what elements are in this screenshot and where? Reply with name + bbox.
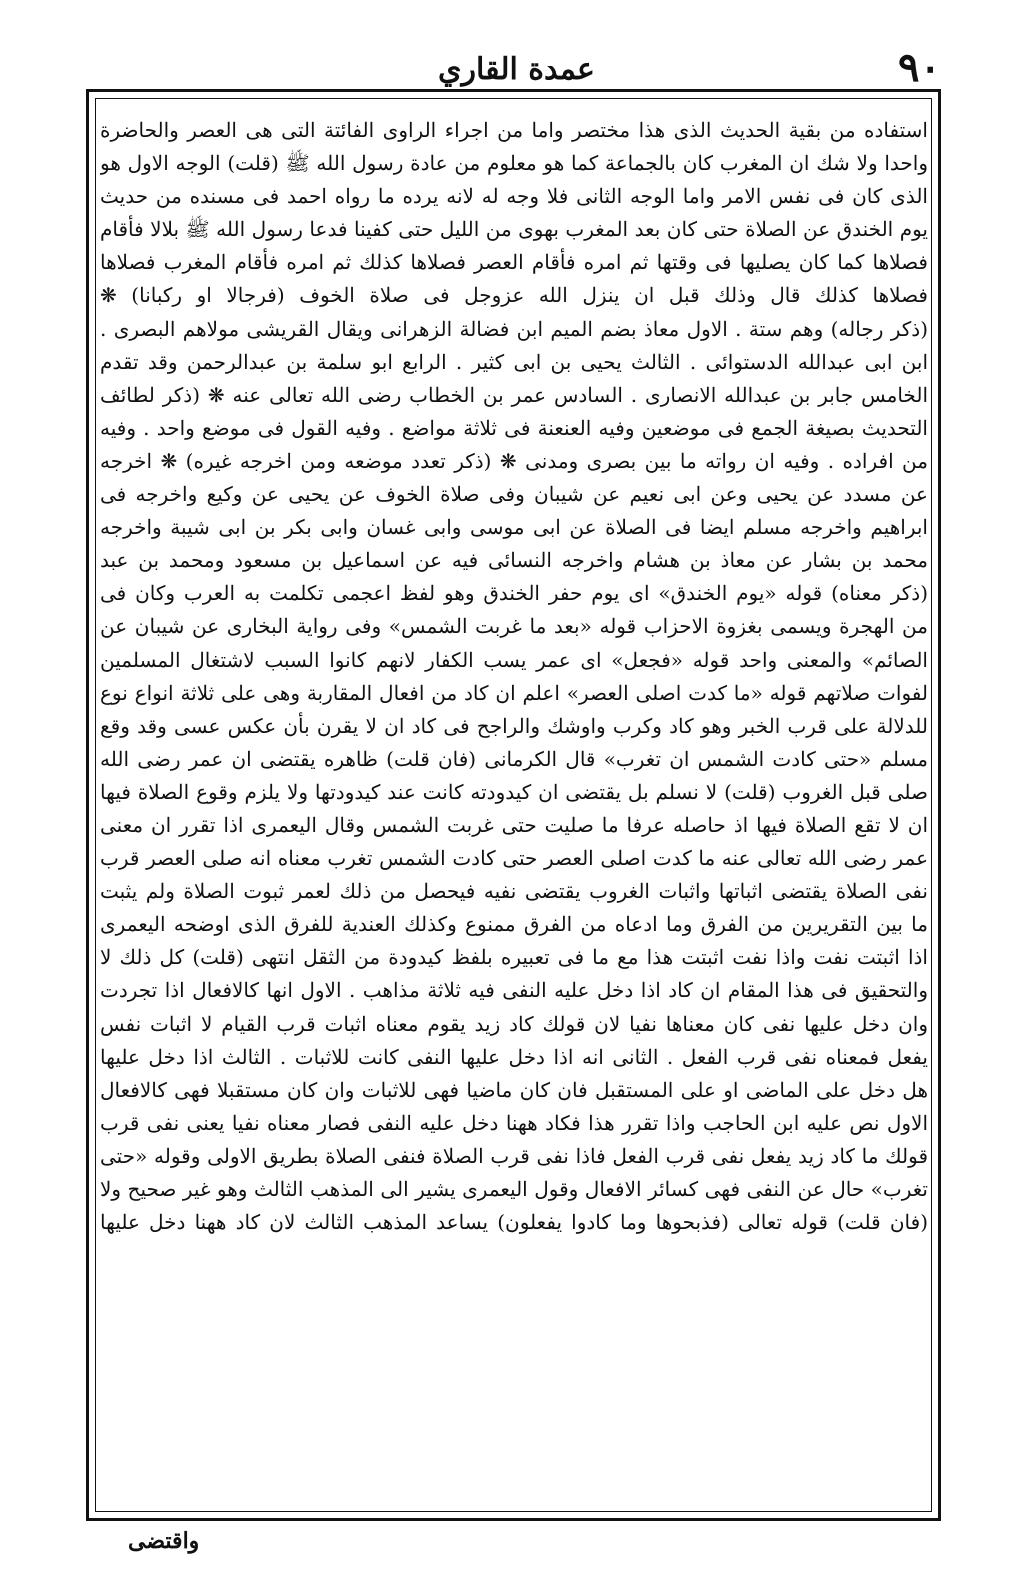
text-line: تغرب» حال عن النفى فهى كسائر الافعال وقول اليعمرى يشير الى المذهب الثالث وهو غير صحيح ولا [100,1177,928,1201]
text-line: لفوات صلاتهم قوله «ما كدت اصلى العصر» اعلم ان كاد من افعال المقاربة وهى على ثلاثة انواع نوع [100,680,928,705]
text-line: يفعل فمعناه نفى قرب الفعل . الثانى انه اذا دخل عليها النفى كانت للاثبات . الثالث اذا دخل عليها [100,1044,928,1069]
text-line: محمد بن بشار عن معاذ بن هشام واخرجه النسائى فيه عن اسماعيل بن مسعود ومحمد بن عبد [100,548,928,573]
text-line: عن مسدد عن يحيى وعن ابى نعيم عن شيبان وفى صلاة الخوف عن يحيى عن وكيع واخرجه فى [100,482,928,507]
text-line: يوم الخندق عن الصلاة حتى كان بعد المغرب بهوى من الليل حتى كفينا فدعا رسول الله ﷺ بلالا فأقام [100,217,928,242]
text-line: (ذكر معناه) قوله «يوم الخندق» اى يوم حفر الخندق وهو لفظ اعجمى تكلمت به العرب وكان فى [100,581,928,606]
text-line: من افراده . وفيه ان رواته ما بين بصرى ومدنى ❋ (ذكر تعدد موضعه ومن اخرجه غيره) ❋ اخرجه [100,448,928,473]
text-line: ابن ابى عبدالله الدستوائى . الثالث يحيى بن ابى كثير . الرابع ابو سلمة بن عبدالرحمن وقد تقدم [100,349,928,374]
text-line: الخامس جابر بن عبدالله الانصارى . السادس عمر بن الخطاب رضى الله تعالى عنه ❋ (ذكر لطائف [100,382,928,407]
text-line: فصلاها كما كان يصليها فى وقتها ثم امره فأقام العصر فصلاها كذلك ثم امره فأقام المغرب فصلاها [100,250,928,275]
text-line: والتحقيق فى هذا المقام ان كاد اذا دخل عليه النفى فيه ثلاثة مذاهب . الاول انها كالافعال اذا تجردت [100,978,928,1003]
text-line: للدلالة على قرب الخبر وهو كاد وكرب واوشك والراجح فى كاد ان لا يقرن بأن عكس عسى وقد وقع [100,713,928,738]
page-header [0,0,1033,91]
text-line: وان دخل عليها نفى كان معناها نفيا لان قولك كاد زيد يقوم معناه اثبات قرب القيام لا اثبات نفس [100,1011,928,1036]
text-line: ان لا تقع الصلاة فيها اذ حاصله عرفا ما صليت حتى غربت الشمس وقال اليعمرى اذا تقرر ان معنى [100,812,928,837]
text-line: صلى قبل الغروب (قلت) لا نسلم بل يقتضى ان كيدودته كانت عند كيدودتها ولا يلزم وقوع الصلاة فيها [100,779,928,804]
text-line: (ذكر رجاله) وهم ستة . الاول معاذ بضم الميم ابن فضالة الزهرانى ويقال القريشى مولاهم البصرى . [100,316,928,341]
text-line: هل دخل على الماضى او على المستقبل فان كان ماضيا فهى للاثبات وان كان مستقبلا فهى كالافعال [100,1077,928,1102]
text-line: اذا اثبتت نفت واذا نفت اثبتت هذا مع ما فى تعبيره بلفظ كيدودة من الثقل انتهى (قلت) كل ذلك لا [100,945,928,970]
text-line: مسلم «حتى كادت الشمس ان تغرب» قال الكرمانى (فان قلت) ظاهره يقتضى ان عمر رضى الله [100,746,928,771]
text-line: من الهجرة ويسمى بغزوة الاحزاب قوله «بعد ما غربت الشمس» وفى رواية البخارى عن شيبان عن [100,614,928,639]
text-line: واحدا ولا شك ان المغرب كان بالجماعة كما هو معلوم من عادة رسول الله ﷺ (قلت) الوجه الاول هو [100,151,928,176]
text-line: فصلاها كذلك قال وذلك قبل ان ينزل الله عزوجل فى صلاة الخوف (فرجالا او ركبانا) ❋ [100,283,928,308]
text-line: (فان قلت) قوله تعالى (فذبحوها وما كادوا يفعلون) يساعد المذهب الثالث لان كاد ههنا دخل عليها [100,1210,928,1235]
text-line: الصائم» والمعنى واحد قوله «فجعل» اى عمر يسب الكفار لانهم كانوا السبب لاشتغال المسلمين [100,647,928,672]
text-line: قولك ما كاد زيد يفعل نفى قرب الفعل فاذا نفى قرب الصلاة فنفى الصلاة بطريق الاولى وقوله «حتى [100,1143,928,1168]
text-line: ابراهيم واخرجه مسلم ايضا فى الصلاة عن ابى موسى وابى غسان وابى بكر بن ابى شيبة واخرجه [100,515,928,540]
commentary-text [100,114,928,1514]
text-line: استفاده من بقية الحديث الذى هذا مختصر واما من اجراء الراوى الفائتة التى هى العصر والحاضرة [100,118,928,142]
text-line: ما بين التقريرين من الفرق وما ادعاه من الفرق ممنوع وكذلك العندية للفرق الذى اوضحه اليعمرى [100,912,928,937]
text-line: نفى الصلاة يقتضى اثباتها واثبات الغروب يقتضى نفيه فيحصل من ذلك لعمر ثبوت الصلاة ولم يثبت [100,879,928,904]
text-line: عمر رضى الله تعالى عنه ما كدت اصلى العصر حتى كادت الشمس تغرب معناه انه صلى العصر قرب [100,846,928,871]
text-line: الذى كان فى نفس الامر واما الوجه الثانى فلا وجه له لانه يرده ما رواه احمد فى مسنده من حديث [100,184,928,209]
page-number: ٩٠ [898,44,941,91]
text-line: الاول نص عليه ابن الحاجب واذا تقرر هذا فكاد ههنا دخل عليه النفى فصار معناه نفيا يعنى نفى قرب [100,1110,928,1135]
catchword: واقتضى [128,1528,200,1554]
running-title: عمدة القاري [438,52,595,87]
text-line: التحديث بصيغة الجمع فى موضعين وفيه العنعنة فى ثلاثة مواضع . وفيه القول فى موضع واحد . وفيه [100,415,928,440]
